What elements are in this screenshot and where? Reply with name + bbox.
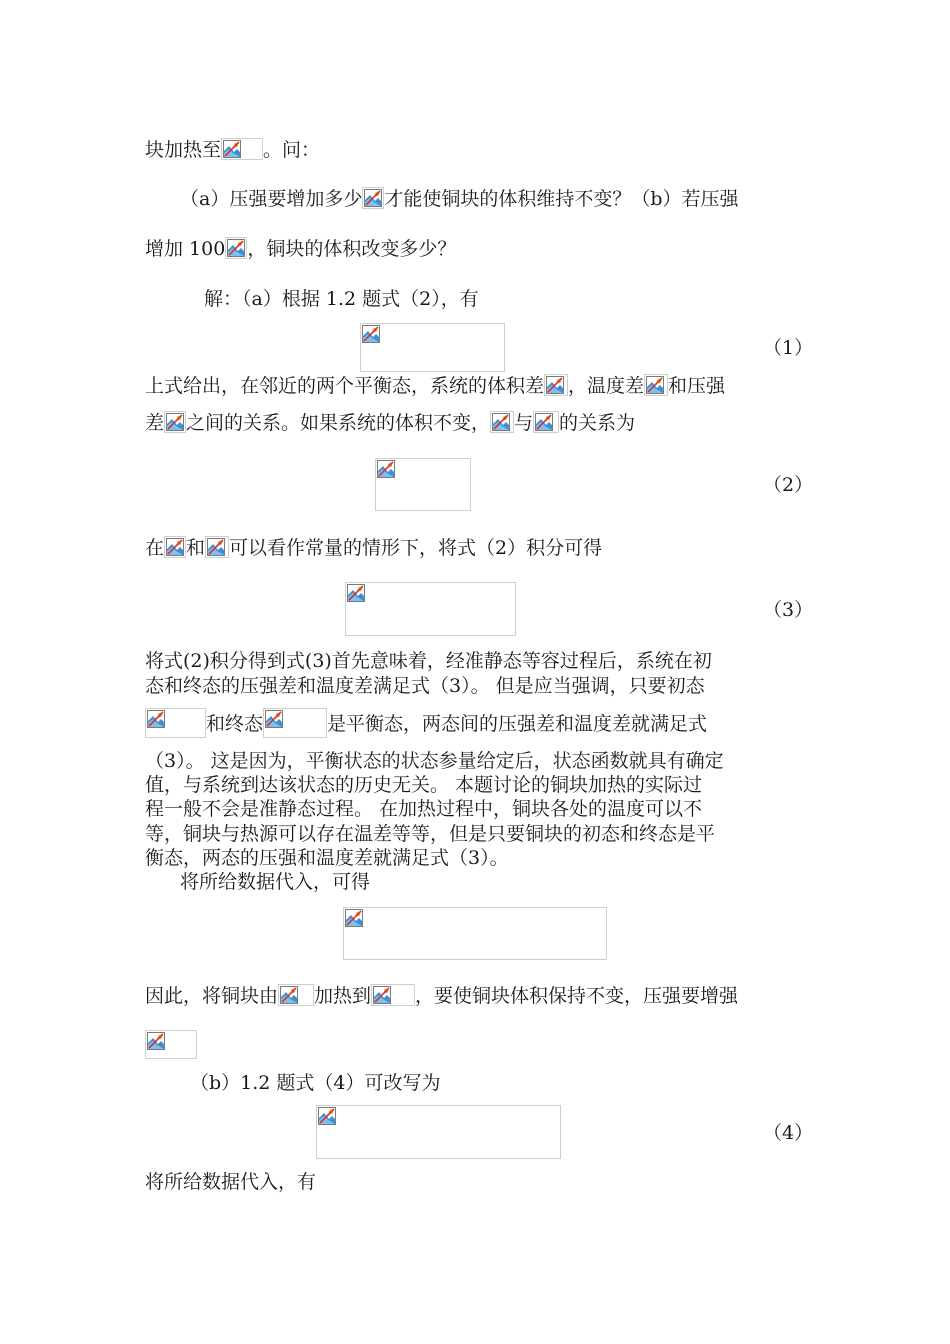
text-run: 和压强 (668, 375, 726, 397)
text-run: 程一般不会是准静态过程。 在加热过程中，铜块各处的温度可以不 (145, 798, 703, 820)
equation-image (375, 458, 471, 511)
paragraph-line (145, 984, 738, 1008)
paragraph-line (145, 411, 635, 435)
paragraph-line (145, 822, 715, 846)
text-run: 是平衡态，两态间的压强差和温度差就满足式 (327, 713, 708, 735)
paragraph-line (145, 237, 456, 261)
text-run: 衡态，两态的压强和温度差就满足式（3）。 (145, 847, 509, 869)
paragraph-line (145, 374, 725, 398)
paragraph-line (145, 138, 320, 162)
paragraph-line (180, 187, 739, 211)
broken-image-icon (164, 411, 186, 433)
text-run: 的关系为 (559, 412, 636, 434)
text-run: 。问： (263, 139, 321, 161)
paragraph-line (145, 846, 509, 870)
text-run: 等，铜块与热源可以存在温差等等，但是只要铜块的初态和终态是平 (145, 823, 716, 845)
text-run: 解：（a）根据 1.2 题式（2），有 (204, 288, 479, 310)
broken-image-icon (377, 460, 395, 478)
text-run: 将所给数据代入，可得 (180, 871, 371, 893)
text-run: ，温度差 (568, 375, 645, 397)
text-run: 加热到 (314, 985, 372, 1007)
text-run: 之间的关系。如果系统的体积不变， (186, 412, 491, 434)
text-run: 值，与系统到达该状态的历史无关。 本题讨论的铜块加热的实际过 (145, 774, 703, 796)
paragraph-line (145, 773, 702, 797)
broken-image-icon (318, 1107, 336, 1125)
paragraph-line (145, 708, 707, 738)
broken-image-icon (644, 374, 668, 396)
text-run: 态和终态的压强差和温度差满足式（3）。 但是应当强调，只要初态 (145, 675, 705, 697)
text-run: 和 (186, 537, 206, 559)
text-run: 块加热至 (145, 139, 222, 161)
text-run: 上式给出，在邻近的两个平衡态，系统的体积差 (145, 375, 545, 397)
paragraph-line (145, 674, 705, 698)
paragraph-line (145, 649, 712, 673)
text-run: 和终态 (206, 713, 264, 735)
broken-image-icon (362, 187, 384, 209)
equation-image (360, 323, 505, 372)
text-run: ，铜块的体积改变多少？ (247, 238, 457, 260)
broken-image-icon (371, 984, 415, 1006)
text-run: （a）压强要增加多少 (180, 188, 363, 210)
equation-image (343, 907, 607, 960)
broken-image-icon (164, 536, 186, 558)
text-run: 将式(2)积分得到式(3)首先意味着，经准静态等容过程后，系统在初 (145, 650, 712, 672)
broken-image-icon (147, 1032, 165, 1050)
equation-number: （4） (763, 1122, 814, 1144)
text-run: 差 (145, 412, 165, 434)
broken-image-icon (225, 237, 247, 259)
text-run: 增加 100 (145, 238, 226, 260)
paragraph-line (145, 749, 724, 773)
equation-image (316, 1105, 561, 1159)
broken-image-icon (221, 138, 263, 160)
text-run: 在 (145, 537, 165, 559)
paragraph-line (190, 1071, 441, 1095)
text-run: 才能使铜块的体积维持不变？（b）若压强 (384, 188, 739, 210)
text-run: （b）1.2 题式（4）可改写为 (190, 1072, 441, 1094)
paragraph-line (145, 797, 702, 821)
broken-image-icon (347, 584, 365, 602)
broken-image-icon (490, 411, 514, 433)
equation-number: （1） (763, 337, 814, 359)
paragraph-line (180, 870, 370, 894)
broken-image-icon (345, 909, 363, 927)
broken-image-icon (205, 536, 229, 558)
inline-image (145, 1030, 197, 1059)
broken-image-icon (533, 411, 559, 433)
text-run: 可以看作常量的情形下，将式（2）积分可得 (229, 537, 603, 559)
equation-image (345, 582, 516, 636)
solution-heading (204, 287, 479, 311)
text-run: 因此，将铜块由 (145, 985, 279, 1007)
text-run: ，要使铜块体积保持不变，压强要增强 (415, 985, 739, 1007)
broken-image-icon (278, 984, 314, 1006)
broken-image-icon (145, 708, 206, 738)
text-run: 与 (514, 412, 534, 434)
broken-image-icon (263, 708, 327, 738)
paragraph-line (145, 1170, 316, 1194)
equation-number: （2） (763, 474, 814, 496)
broken-image-icon (362, 325, 380, 343)
equation-number: （3） (763, 599, 814, 621)
paragraph-line (145, 536, 602, 560)
text-run: （3）。 这是因为，平衡状态的状态参量给定后，状态函数就具有确定 (145, 750, 724, 772)
text-run: 将所给数据代入，有 (145, 1171, 317, 1193)
broken-image-icon (544, 374, 568, 396)
